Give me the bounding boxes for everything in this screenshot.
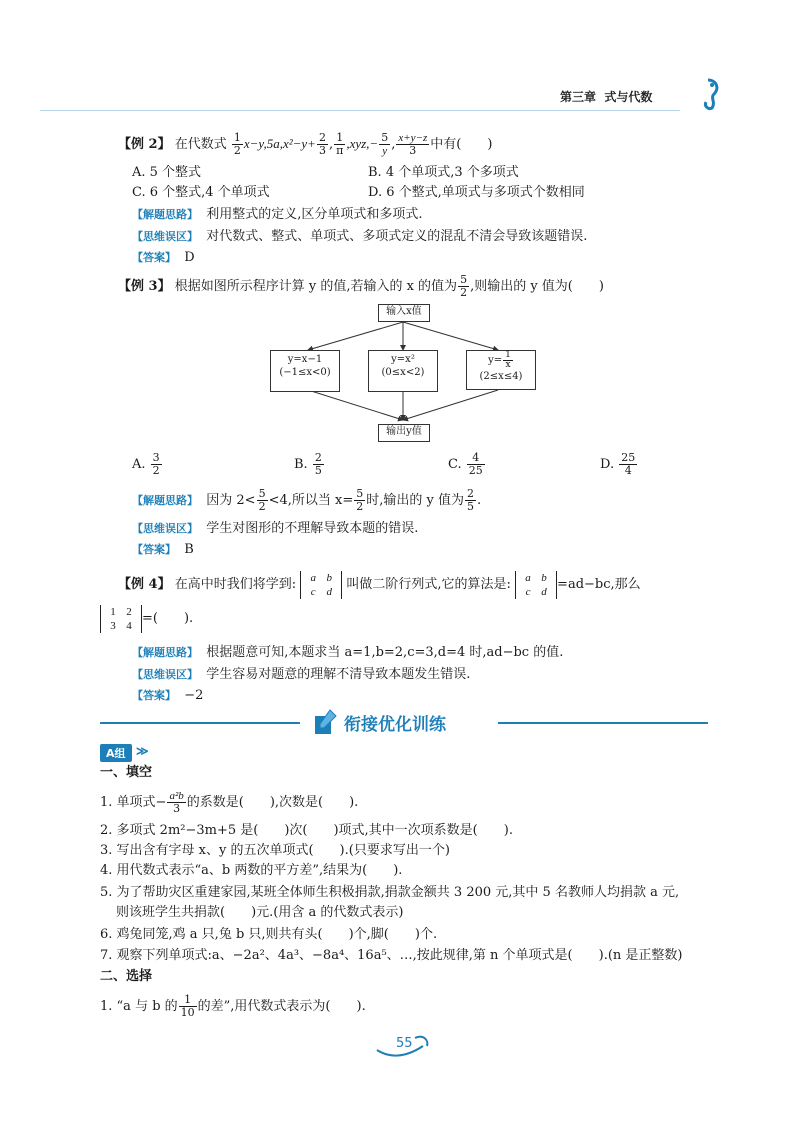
solution-idea: 【解题思路】 利用整式的定义,区分单项式和多项式. [132, 207, 423, 222]
exercise-5-line1: 5. 为了帮助灾区重建家园,某班全体师生积极捐款,捐款金额共 3 200 元,其中 5 名教师人均捐款 a 元, [100, 885, 680, 900]
exercise-5-line2: 则该班学生共捐款( )元.(用含 a 的代数式表示) [116, 905, 404, 920]
example4-question: 【例 4】 在高中时我们将学到: a b c d 叫做二阶行列式,它的算法是: a b c d =ad−bc,那么 [118, 571, 641, 598]
example2-question: 【例 2】 在代数式 $\frac{1}{2}$ x−y,5a,x²−y+ $\frac{2}{3}$ , $\frac{1}{\pi}$ ,xyz,− $\frac{5}{y}$ , $\frac{x+y-z}{3}$ 中有( ) [118, 131, 493, 157]
thinking-pitfall: 【思维误区】 学生容易对题意的理解不清导致本题发生错误. [132, 667, 471, 682]
chapter-title: 式与代数 [604, 90, 653, 104]
option-d: D. 6 个整式,单项式与多项式个数相同 [368, 185, 585, 200]
choice-1: 1. “a 与 b 的 $\frac{1}{10}$ 的差”,用代数式表示为( ). [100, 993, 366, 1019]
example3-question: 【例 3】 根据如图所示程序计算 y 的值,若输入的 x 的值为 $\frac{5}{2}$ ,则输出的 y 值为( ) [118, 273, 604, 299]
example4-question-cont: 1 2 3 4 =( ). [100, 604, 193, 634]
option-c: C. 6 个整式,4 个单项式 [132, 185, 270, 200]
flow-output-box: 输出y值 [378, 424, 430, 442]
banner-rule-right [498, 722, 708, 724]
solution-idea: 【解题思路】 根据题意可知,本题求当 a=1,b=2,c=3,d=4 时,ad−bc 的值. [132, 645, 564, 660]
flow-branch-3: y= $\frac{1}{x}$ (2≤x≤4) [466, 350, 536, 390]
exercise-6: 6. 鸡兔同笼,鸡 a 只,兔 b 只,则共有头( )个,脚( )个. [100, 927, 438, 942]
section-fill-blank: 一、填空 [100, 765, 153, 780]
determinant: a b c d [300, 571, 342, 599]
chapter-label: 第三章 [560, 90, 597, 104]
example-label: 【例 2】 [118, 137, 171, 152]
flow-branch-2: y=x² (0≤x<2) [368, 350, 438, 392]
example-label: 【例 3】 [118, 279, 171, 294]
fraction: $\frac{1}{\pi}$ [336, 131, 344, 157]
section-banner-title: 衔接优化训练 [344, 715, 446, 735]
exercise-2: 2. 多项式 2m²−3m+5 是( )次( )项式,其中一次项系数是( ). [100, 823, 513, 838]
option-b: B. 4 个单项式,3 个多项式 [368, 165, 519, 180]
page-number: 55 [396, 1036, 413, 1051]
chapter-header [560, 88, 652, 105]
ex3-option-b: B. $\frac{2}{5}$ [294, 451, 322, 477]
fraction: $\frac{5}{y}$ [381, 131, 389, 157]
flow-branch-1: y=x−1 (−1≤x<0) [270, 350, 340, 392]
thinking-pitfall: 【思维误区】 学生对图形的不理解导致本题的错误. [132, 521, 419, 536]
fraction: $\frac{1}{2}$ [233, 131, 241, 157]
example-label: 【例 4】 [118, 577, 171, 592]
pencil-book-icon [312, 708, 338, 736]
group-a-badge: A组 [100, 744, 132, 762]
determinant: a b c d [515, 571, 557, 599]
determinant: 1 2 3 4 [100, 605, 142, 633]
seahorse-icon [690, 76, 726, 112]
banner-rule-left [100, 722, 300, 724]
fraction: $\frac{2}{3}$ [318, 131, 326, 157]
exercise-4: 4. 用代数式表示“a、b 两数的平方差”,结果为( ). [100, 863, 403, 878]
exercise-3: 3. 写出含有字母 x、y 的五次单项式( ).(只要求写出一个) [100, 843, 450, 858]
exercise-1: 1. 单项式− $\frac{\text{a²b}}{3}$ 的系数是( ),次数是( ). [100, 790, 359, 815]
ex3-option-a: A. $\frac{3}{2}$ [132, 451, 160, 477]
flow-input-box: 输入x值 [378, 304, 430, 322]
answer: 【答案】 −2 [132, 688, 204, 703]
answer: 【答案】 D [132, 250, 195, 265]
ex3-option-c: C. $\frac{4}{25}$ [448, 451, 483, 477]
solution-idea: 【解题思路】 因为 2< $\frac{5}{2}$ <4,所以当 x= $\frac{5}{2}$ 时,输出的 y 值为 $\frac{2}{5}$ . [132, 487, 482, 513]
section-choice: 二、选择 [100, 969, 153, 984]
ex3-option-d: D. $\frac{25}{4}$ [600, 451, 636, 477]
option-a: A. 5 个整式 [132, 165, 202, 180]
header-rule [40, 110, 680, 111]
fraction: $\frac{5}{2}$ [460, 273, 468, 299]
thinking-pitfall: 【思维误区】 对代数式、整式、单项式、多项式定义的混乱不清会导致该题错误. [132, 229, 588, 244]
chevron-right-icon: ≫ [136, 744, 149, 758]
answer: 【答案】 B [132, 542, 194, 557]
fraction: $\frac{x+y-z}{3}$ [398, 132, 428, 157]
exercise-7: 7. 观察下列单项式:a、−2a²、4a³、−8a⁴、16a⁵、…,按此规律,第 n 个单项式是( ).(n 是正整数) [100, 948, 683, 963]
